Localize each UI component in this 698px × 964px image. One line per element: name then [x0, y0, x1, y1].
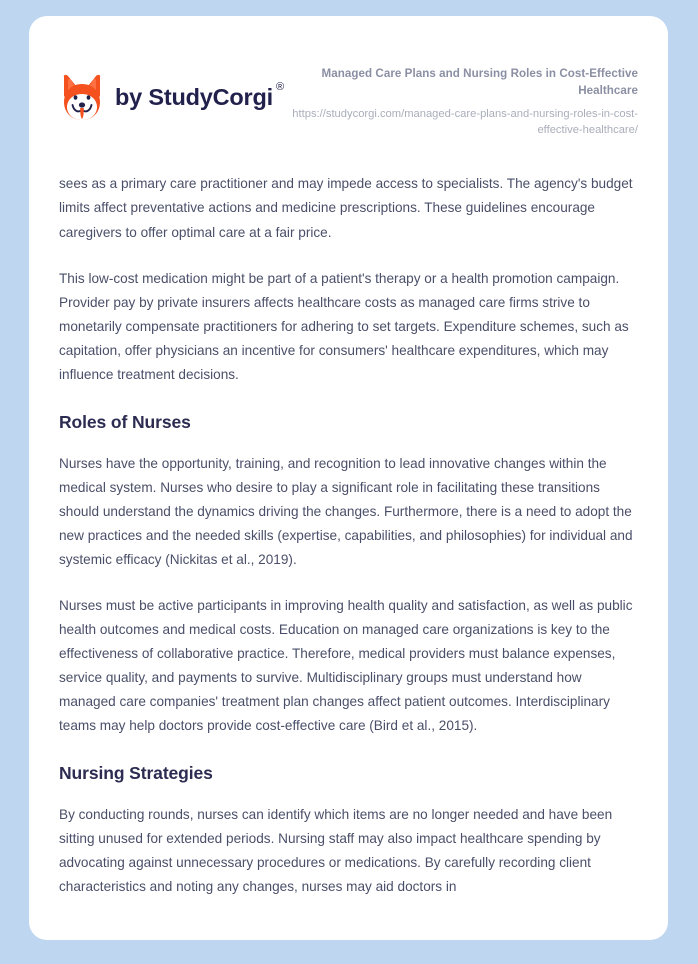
- brand-logo-group: [59, 60, 284, 122]
- body-paragraph: sees as a primary care practitioner and may impede access to specialists. The agency's budget limits affect preventative actions and medicine prescriptions. These guidelines encourage caregivers to offer optimal care at a fair price.: [59, 176, 633, 240]
- document-body: [29, 138, 668, 899]
- header-meta: [290, 60, 638, 138]
- studycorgi-wordmark: [115, 81, 284, 111]
- section-heading: Nursing Strategies: [59, 763, 213, 784]
- body-paragraph: By conducting rounds, nurses can identify which items are no longer needed and have been sitting unused for extended periods. Nursing staff may also impact healthcare spending by advocating against unnecessary procedures or medications. By carefully recording client characteristics and noting any changes, nurses may aid doctors in: [59, 806, 613, 894]
- document-header: [29, 16, 668, 138]
- body-paragraph: Nurses have the opportunity, training, and recognition to lead innovative changes within the medical system. Nurses who desire to play a significant role in facilitating these transitions should understand the dynamics driving the changes. Furthermore, there is a need to adopt the new practices and the needed skills (expertise, capabilities, and philosophies) for individual and systemic efficacy (Nickitas et al., 2019).: [59, 455, 633, 567]
- body-paragraph: This low-cost medication might be part of a patient's therapy or a health promotion campaign. Provider pay by private insurers affects healthcare costs as managed care firms strive to monetarily compensate practitioners for adhering to set targets. Expenditure schemes, such as capitation, offer physicians an incentive for consumers' healthcare expenditures, which may influence treatment decisions.: [59, 270, 629, 382]
- document-page-card: [29, 16, 668, 940]
- registered-trademark-icon: ®: [276, 81, 284, 94]
- body-paragraph: Nurses must be active participants in improving health quality and satisfaction, as well as public health outcomes and medical costs. Education on managed care organizations is key to the effectiveness of collaborative practice. Therefore, medical providers must balance expenses, service quality, and payments to survive. Multidisciplinary groups must understand how managed care companies' treatment plan changes affect patient outcomes. Interdisciplinary teams may help doctors provide cost-effective care (Bird et al., 2015).: [59, 597, 633, 733]
- document-url: https://studycorgi.com/managed-care-plans-and-nursing-roles-in-cost-effective-healthcare/: [292, 107, 638, 136]
- document-title: Managed Care Plans and Nursing Roles in Cost-Effective Healthcare: [321, 67, 638, 97]
- wordmark-text: by StudyCorgi: [115, 84, 273, 111]
- corgi-head-icon: [59, 74, 105, 122]
- section-heading: Roles of Nurses: [59, 411, 191, 432]
